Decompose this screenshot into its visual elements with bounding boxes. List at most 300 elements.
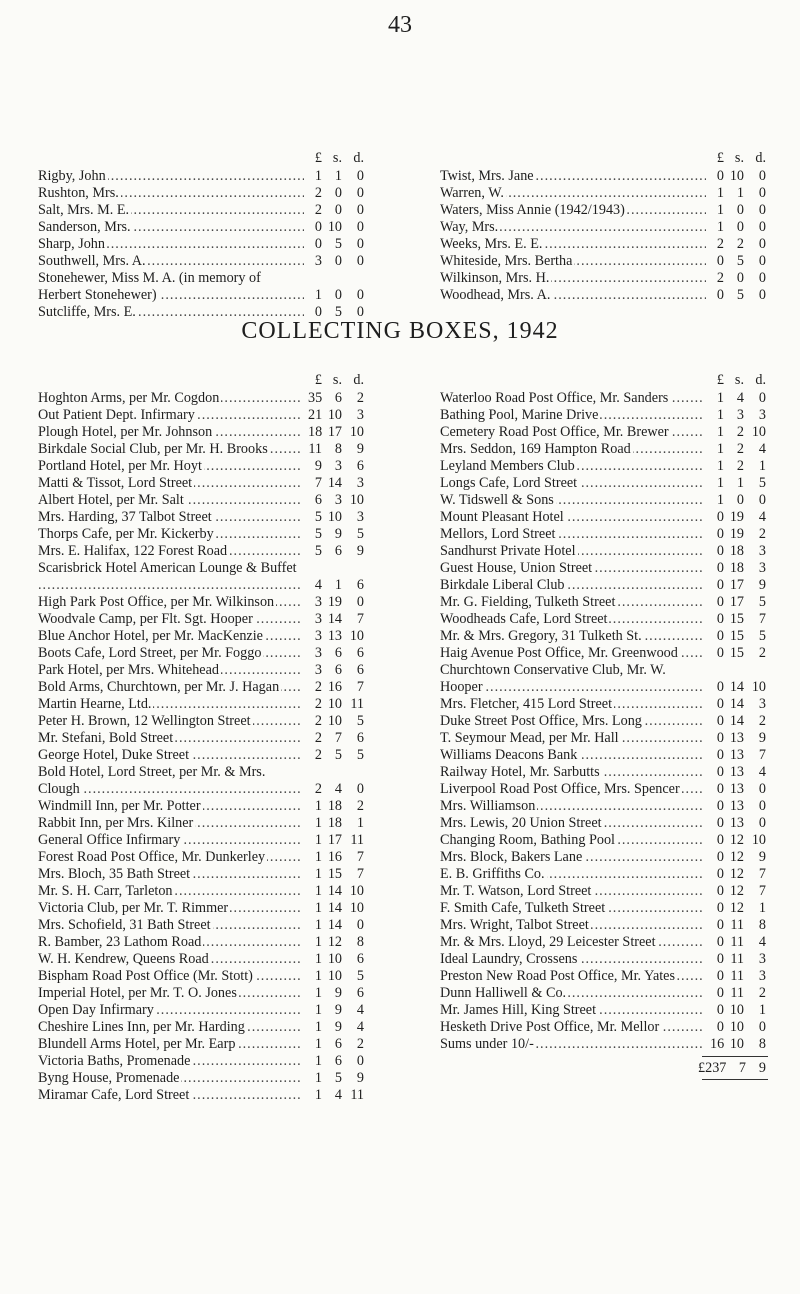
entry-row — [440, 713, 768, 730]
amount-shillings: 18 — [327, 815, 342, 831]
entry-amount — [710, 832, 768, 849]
entry-amount — [308, 781, 366, 798]
entry-name — [440, 475, 702, 492]
amount-shillings: 15 — [729, 628, 744, 644]
entry-amount — [308, 679, 366, 696]
entry-name-text: Mrs. Seddon, 169 Hampton Road — [440, 441, 631, 457]
page-number: 43 — [388, 12, 412, 38]
entry-row — [440, 764, 768, 781]
amount-pence: 3 — [758, 951, 766, 967]
entry-name — [38, 560, 300, 594]
amount-pence: 9 — [356, 543, 364, 559]
entry-name — [38, 798, 300, 815]
entry-name-text: Sharp, John — [38, 236, 105, 252]
entry-name-text: Sutcliffe, Mrs. E. — [38, 304, 136, 320]
entry-name-text: Mr. & Mrs. Gregory, 31 Tulketh St. — [440, 628, 642, 644]
amount-pence: 0 — [356, 304, 364, 320]
entry-row — [38, 917, 366, 934]
amount-shillings: 19 — [327, 594, 342, 610]
entry-name — [440, 185, 706, 202]
amount-shillings: 1 — [736, 475, 744, 491]
amount-pounds: 9 — [314, 458, 322, 474]
entry-row — [440, 883, 768, 900]
entry-name-text: General Office Infirmary — [38, 832, 181, 848]
amount-shillings: 10 — [327, 407, 342, 423]
entry-amount — [710, 424, 768, 441]
amount-shillings: 9 — [334, 526, 342, 542]
entry-amount — [710, 577, 768, 594]
amount-pounds: 3 — [314, 253, 322, 269]
entry-name-text: Byng House, Promenade — [38, 1070, 180, 1086]
amount-pounds: 0 — [716, 679, 724, 695]
entry-name — [38, 866, 300, 883]
entry-name — [38, 458, 300, 475]
amount-shillings: 11 — [730, 985, 744, 1001]
entry-amount — [710, 917, 768, 934]
amount-pence: 1 — [758, 458, 766, 474]
amount-pence: 7 — [758, 747, 766, 763]
entry-name — [38, 934, 300, 951]
entry-name — [440, 202, 706, 219]
entry-name-text: Mrs. Fletcher, 415 Lord Street — [440, 696, 613, 712]
entry-row — [440, 407, 768, 424]
entry-amount — [308, 492, 366, 509]
amount-pounds: 1 — [314, 985, 322, 1001]
entry-name-text: Mount Pleasant Hotel — [440, 509, 564, 525]
entry-name-text: Windmill Inn, per Mr. Potter — [38, 798, 201, 814]
amount-pounds: 1 — [314, 934, 322, 950]
entry-name-text: Leyland Members Club — [440, 458, 575, 474]
amount-pence: 9 — [356, 1070, 364, 1086]
amount-shillings: 14 — [327, 917, 342, 933]
amount-shillings: 13 — [327, 628, 342, 644]
entry-name-text: Mr. S. H. Carr, Tarleton — [38, 883, 173, 899]
amount-shillings: 11 — [730, 917, 744, 933]
entry-name-text: Hoghton Arms, per Mr. Cogdon — [38, 390, 220, 406]
entry-name — [440, 168, 706, 185]
entry-row — [38, 645, 366, 662]
amount-pence: 2 — [758, 985, 766, 1001]
amount-shillings: 14 — [729, 696, 744, 712]
amount-pence: 6 — [356, 730, 364, 746]
entry-name — [440, 781, 702, 798]
entry-amount — [710, 287, 768, 304]
entry-amount — [308, 441, 366, 458]
amount-pence: 3 — [758, 968, 766, 984]
amount-shillings: 9 — [334, 985, 342, 1001]
amount-pence: 7 — [758, 611, 766, 627]
amount-shillings: 18 — [729, 543, 744, 559]
entry-name — [38, 475, 300, 492]
entry-name — [38, 917, 300, 934]
amount-pence: 2 — [356, 390, 364, 406]
amount-pence: 9 — [758, 730, 766, 746]
entry-name-text: Mrs. Wright, Talbot Street — [440, 917, 589, 933]
entry-name-text: Hesketh Drive Post Office, Mr. Mellor — [440, 1019, 660, 1035]
entry-name — [38, 1036, 300, 1053]
entry-name-text: Rushton, Mrs. — [38, 185, 119, 201]
entry-name — [38, 747, 300, 764]
amount-shillings: 19 — [729, 526, 744, 542]
amount-shillings: 13 — [729, 764, 744, 780]
entry-row — [38, 849, 366, 866]
amount-pence: 11 — [350, 696, 364, 712]
amount-shillings: 13 — [729, 798, 744, 814]
amount-pounds: 0 — [716, 611, 724, 627]
currency-header — [440, 148, 768, 168]
amount-shillings: 17 — [327, 424, 342, 440]
amount-shillings: 9 — [334, 1019, 342, 1035]
entry-amount — [710, 219, 768, 236]
entry-name — [38, 594, 300, 611]
amount-pence: 7 — [758, 883, 766, 899]
entry-name-text: Blue Anchor Hotel, per Mr. MacKenzie — [38, 628, 263, 644]
shillings-header: s. — [734, 372, 744, 388]
amount-pence: 5 — [758, 475, 766, 491]
amount-pounds: 1 — [716, 202, 724, 218]
entry-amount — [710, 1019, 768, 1036]
entry-name — [440, 798, 702, 815]
amount-pence: 6 — [356, 951, 364, 967]
entry-name — [38, 509, 300, 526]
amount-pounds: 0 — [716, 509, 724, 525]
amount-pounds: 1 — [716, 441, 724, 457]
entry-name — [38, 900, 300, 917]
entry-row — [38, 1002, 366, 1019]
entry-name-text: F. Smith Cafe, Tulketh Street — [440, 900, 606, 916]
amount-pence: 0 — [758, 798, 766, 814]
amount-pounds: 2 — [314, 747, 322, 763]
amount-shillings: 19 — [729, 509, 744, 525]
amount-pounds: 1 — [314, 866, 322, 882]
amount-pounds: 1 — [314, 1036, 322, 1052]
amount-pence: 0 — [356, 202, 364, 218]
entry-row — [38, 764, 366, 798]
entry-name — [440, 764, 702, 781]
amount-pounds: 2 — [314, 781, 322, 797]
entry-name — [38, 543, 300, 560]
amount-pence: 6 — [356, 577, 364, 593]
amount-pence: 0 — [758, 781, 766, 797]
amount-pounds: 1 — [314, 1002, 322, 1018]
entry-name — [440, 509, 702, 526]
amount-pence: 4 — [356, 1002, 364, 1018]
amount-pence: 3 — [758, 696, 766, 712]
entry-amount — [710, 509, 768, 526]
amount-shillings: 3 — [334, 492, 342, 508]
entry-row — [440, 253, 768, 270]
entry-row — [38, 951, 366, 968]
entry-amount — [710, 611, 768, 628]
amount-shillings: 6 — [334, 645, 342, 661]
entry-row — [440, 441, 768, 458]
entry-name-text: Cheshire Lines Inn, per Mr. Harding — [38, 1019, 245, 1035]
entry-row — [440, 458, 768, 475]
entry-name — [38, 815, 300, 832]
entry-name-text: Whiteside, Mrs. Bertha — [440, 253, 573, 269]
entry-amount — [710, 628, 768, 645]
amount-pounds: 0 — [716, 951, 724, 967]
entry-row — [440, 1036, 768, 1053]
entry-amount — [308, 543, 366, 560]
entry-row — [440, 662, 768, 696]
entry-row — [440, 577, 768, 594]
entry-amount — [308, 475, 366, 492]
amount-pounds: 1 — [314, 168, 322, 184]
amount-shillings: 13 — [729, 730, 744, 746]
entry-amount — [308, 730, 366, 747]
amount-shillings: 0 — [334, 202, 342, 218]
section-title: COLLECTING BOXES, 1942 — [241, 318, 559, 344]
amount-shillings: 0 — [334, 185, 342, 201]
entry-row — [38, 730, 366, 747]
amount-shillings: 3 — [334, 458, 342, 474]
entry-name-text: Mrs. Bloch, 35 Bath Street — [38, 866, 191, 882]
entry-name-text: Preston New Road Post Office, Mr. Yates — [440, 968, 676, 984]
entry-amount — [308, 509, 366, 526]
entry-amount — [308, 985, 366, 1002]
entry-name — [440, 594, 702, 611]
entry-row — [440, 526, 768, 543]
entry-row — [38, 168, 366, 185]
pounds-header: £ — [716, 372, 724, 388]
entry-name-text: Ideal Laundry, Crossens — [440, 951, 578, 967]
entry-row — [38, 1087, 366, 1104]
amount-shillings: 12 — [729, 849, 744, 865]
entry-name — [38, 1087, 300, 1104]
amount-shillings: 11 — [730, 934, 744, 950]
entry-amount — [710, 253, 768, 270]
entry-amount — [710, 798, 768, 815]
amount-pounds: 1 — [314, 1070, 322, 1086]
entry-row — [38, 628, 366, 645]
amount-shillings: 2 — [736, 236, 744, 252]
amount-shillings: 18 — [327, 798, 342, 814]
entry-name — [38, 390, 300, 407]
amount-shillings: 17 — [729, 577, 744, 593]
entry-row — [38, 390, 366, 407]
entry-name — [440, 628, 702, 645]
grand-total-amount — [698, 1057, 768, 1079]
entry-name-text: Out Patient Dept. Infirmary — [38, 407, 195, 423]
entry-name-text: Waterloo Road Post Office, Mr. Sanders — [440, 390, 669, 406]
amount-pounds: 1 — [716, 424, 724, 440]
amount-pence: 0 — [356, 185, 364, 201]
entry-amount — [308, 526, 366, 543]
entry-amount — [710, 645, 768, 662]
amount-pence: 10 — [349, 900, 364, 916]
entry-name — [38, 849, 300, 866]
entry-amount — [308, 968, 366, 985]
amount-pounds: 1 — [314, 1087, 322, 1103]
entry-name-text: Rigby, John — [38, 168, 106, 184]
amount-pence: 5 — [356, 968, 364, 984]
amount-pounds: 1 — [314, 883, 322, 899]
entry-name — [440, 849, 702, 866]
entry-amount — [710, 900, 768, 917]
amount-shillings: 12 — [729, 832, 744, 848]
amount-pounds: 1 — [716, 219, 724, 235]
entry-name-text: Mellors, Lord Street — [440, 526, 556, 542]
entry-amount — [710, 849, 768, 866]
amount-shillings: 13 — [729, 815, 744, 831]
amount-shillings: 1 — [334, 168, 342, 184]
grand-total-row — [440, 1057, 768, 1079]
entry-name — [440, 1019, 702, 1036]
amount-shillings: 12 — [327, 934, 342, 950]
amount-pounds: 1 — [314, 951, 322, 967]
entry-amount — [710, 696, 768, 713]
entry-name-text: Duke Street Post Office, Mrs. Long — [440, 713, 642, 729]
amount-pence: 2 — [758, 713, 766, 729]
entry-name — [38, 951, 300, 968]
amount-pounds: 2 — [314, 696, 322, 712]
amount-pence: 5 — [356, 713, 364, 729]
entry-row — [440, 645, 768, 662]
amount-shillings: 13 — [729, 781, 744, 797]
shillings-header: s. — [332, 150, 342, 166]
entry-row — [38, 441, 366, 458]
entry-name-text: Martin Hearne, Ltd. — [38, 696, 152, 712]
amount-shillings: 11 — [730, 951, 744, 967]
amount-shillings: 14 — [327, 475, 342, 491]
entry-row — [38, 900, 366, 917]
entry-amount — [710, 866, 768, 883]
entry-name — [440, 611, 702, 628]
entry-amount — [710, 730, 768, 747]
entry-amount — [710, 407, 768, 424]
entry-amount — [308, 594, 366, 611]
amount-pounds: 3 — [314, 628, 322, 644]
entry-name — [440, 917, 702, 934]
amount-shillings: 15 — [729, 611, 744, 627]
entry-name-text: Rabbit Inn, per Mrs. Kilner — [38, 815, 194, 831]
amount-pounds: 0 — [716, 168, 724, 184]
entry-name-text: Mr. James Hill, King Street — [440, 1002, 597, 1018]
entry-name — [440, 662, 702, 696]
amount-pence: 3 — [356, 407, 364, 423]
entry-row — [38, 1070, 366, 1087]
entry-name — [38, 407, 300, 424]
amount-pounds: 1 — [314, 815, 322, 831]
amount-pence: 3 — [356, 475, 364, 491]
amount-pounds: 5 — [314, 509, 322, 525]
amount-pounds: 0 — [716, 798, 724, 814]
entry-row — [440, 509, 768, 526]
entry-row — [38, 815, 366, 832]
entry-name — [440, 866, 702, 883]
entry-name — [440, 526, 702, 543]
amount-shillings: 12 — [729, 866, 744, 882]
amount-pence: 0 — [356, 594, 364, 610]
amount-shillings: 12 — [729, 883, 744, 899]
amount-pence: 10 — [751, 424, 766, 440]
entry-name — [440, 951, 702, 968]
entry-name-text: Birkdale Social Club, per Mr. H. Brooks — [38, 441, 268, 457]
entry-name — [440, 832, 702, 849]
amount-pounds: 1 — [314, 798, 322, 814]
entry-row — [38, 662, 366, 679]
entry-row — [38, 1019, 366, 1036]
entry-name — [38, 1019, 300, 1036]
amount-shillings: 14 — [327, 883, 342, 899]
entry-row — [38, 253, 366, 270]
entry-row — [38, 611, 366, 628]
entry-name — [440, 815, 702, 832]
entry-name — [440, 458, 702, 475]
amount-shillings: 11 — [730, 968, 744, 984]
amount-pounds: 1 — [314, 900, 322, 916]
amount-shillings: 0 — [334, 253, 342, 269]
entry-name-text: Mrs. Williamson — [440, 798, 536, 814]
amount-shillings: 0 — [334, 287, 342, 303]
entry-name — [440, 1036, 702, 1053]
entry-amount — [710, 968, 768, 985]
entry-row — [440, 185, 768, 202]
entry-amount — [308, 849, 366, 866]
amount-shillings: 5 — [334, 304, 342, 320]
entry-amount — [308, 1087, 366, 1104]
amount-shillings: 6 — [334, 543, 342, 559]
amount-shillings: 0 — [736, 270, 744, 286]
amount-shillings: 6 — [334, 390, 342, 406]
amount-pounds: 5 — [314, 543, 322, 559]
amount-pence: 0 — [758, 1019, 766, 1035]
entry-amount — [308, 168, 366, 185]
entry-amount — [308, 713, 366, 730]
amount-pounds: 0 — [716, 560, 724, 576]
amount-pounds: 2 — [314, 202, 322, 218]
total-shillings: 7 — [738, 1060, 746, 1076]
top-left-list — [38, 148, 366, 321]
entry-name — [38, 185, 304, 202]
entry-name — [38, 832, 300, 849]
total-pence: 9 — [758, 1060, 766, 1076]
amount-pounds: 0 — [716, 900, 724, 916]
entry-name — [38, 1002, 300, 1019]
entry-amount — [710, 1002, 768, 1019]
entry-amount — [308, 1002, 366, 1019]
entry-name — [38, 730, 300, 747]
entry-amount — [710, 985, 768, 1002]
entry-row — [38, 968, 366, 985]
entry-name-text: Bold Arms, Churchtown, per Mr. J. Hagan — [38, 679, 280, 695]
entry-amount — [308, 202, 366, 219]
amount-pounds: 1 — [716, 458, 724, 474]
amount-pounds: 0 — [716, 764, 724, 780]
pence-header: d. — [353, 372, 364, 388]
entry-name-text: Sandhurst Private Hotel — [440, 543, 576, 559]
amount-shillings: 18 — [729, 560, 744, 576]
amount-shillings: 8 — [334, 441, 342, 457]
amount-pounds: 0 — [716, 628, 724, 644]
amount-shillings: 10 — [327, 713, 342, 729]
entry-name — [440, 287, 706, 304]
amount-pence: 2 — [356, 1036, 364, 1052]
entry-row — [440, 866, 768, 883]
entry-name — [440, 492, 702, 509]
amount-pounds: 0 — [716, 883, 724, 899]
entry-row — [440, 934, 768, 951]
amount-pence: 4 — [758, 441, 766, 457]
entry-row — [440, 968, 768, 985]
amount-pounds: 0 — [716, 287, 724, 303]
amount-shillings: 12 — [729, 900, 744, 916]
entry-name-text: Bispham Road Post Office (Mr. Stott) — [38, 968, 253, 984]
top-right-list — [440, 148, 768, 304]
amount-pounds: 0 — [716, 730, 724, 746]
amount-shillings: 6 — [334, 662, 342, 678]
